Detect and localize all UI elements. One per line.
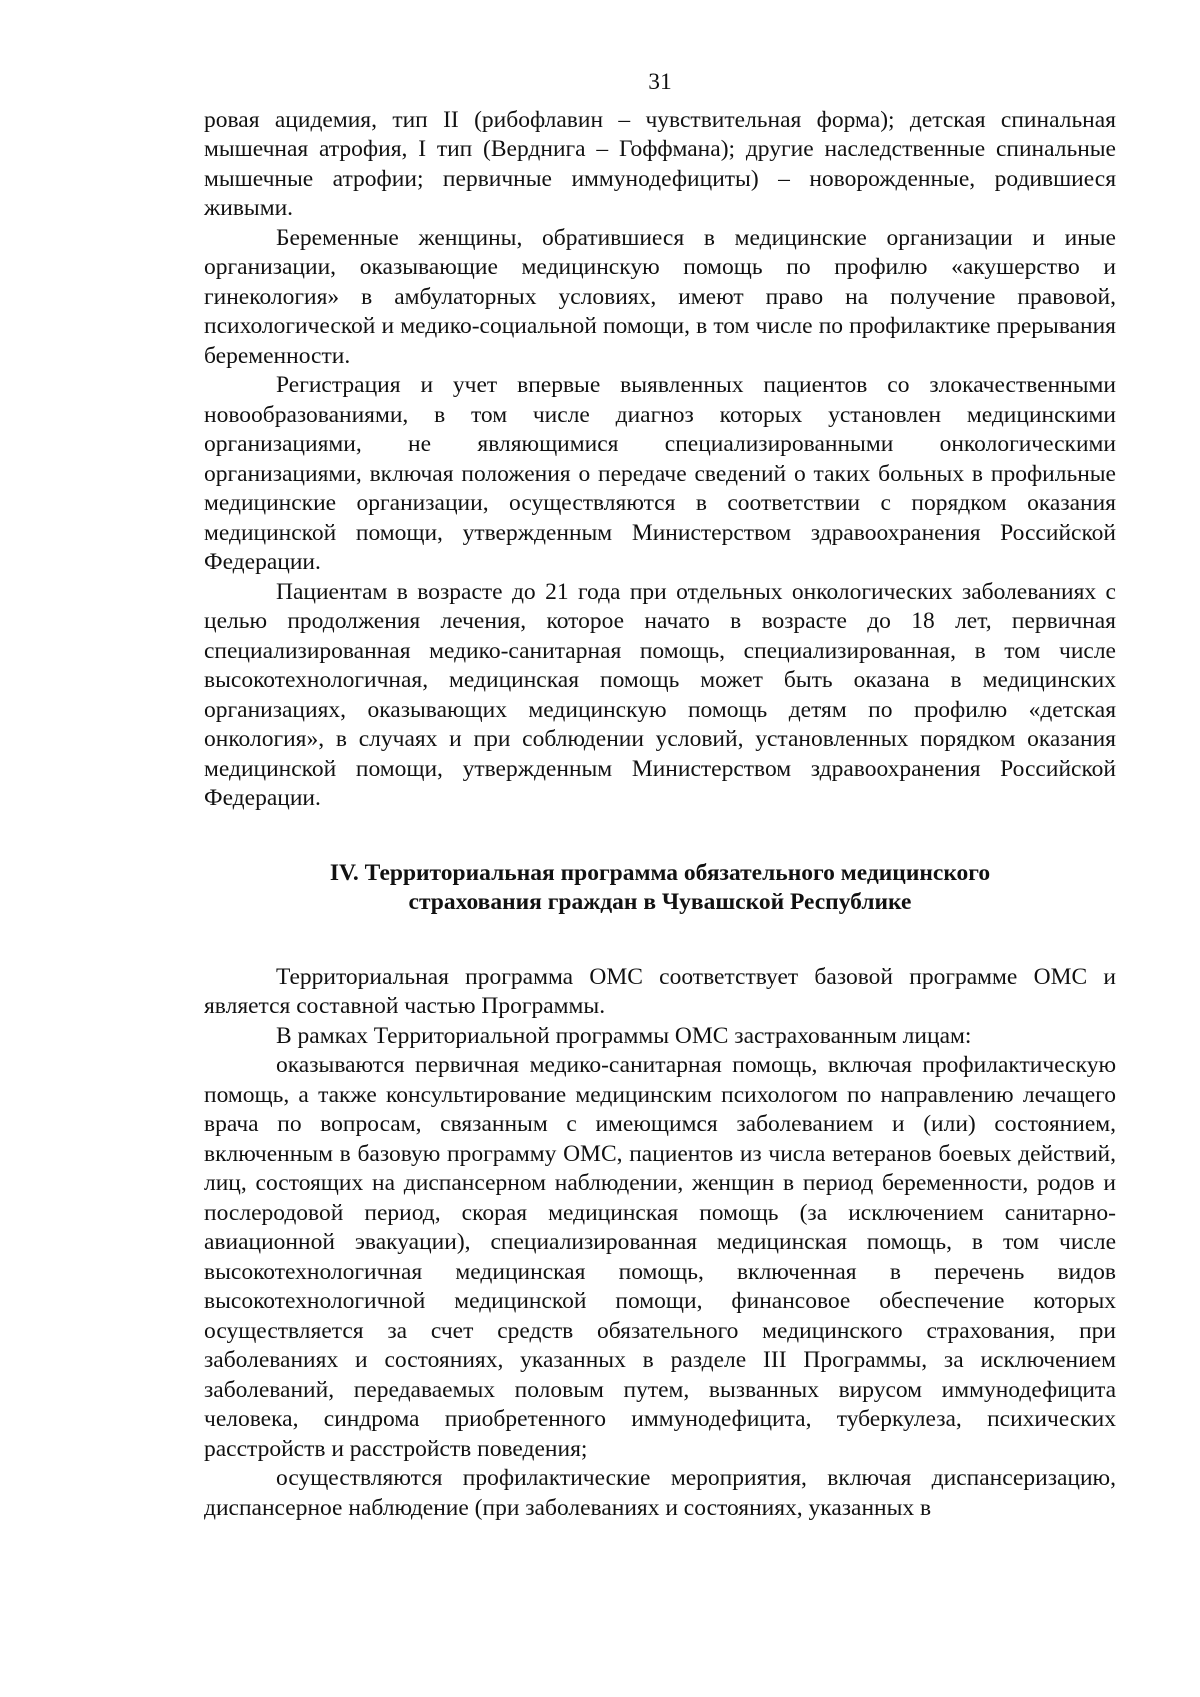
- document-page: [204, 68, 1116, 1523]
- paragraph-patients-under-21: Пациентам в возрасте до 21 года при отдельных онкологических заболеваниях с целью продолжения лечения, которое начато в возрасте до 18 лет, первичная специализированная медико-санитарная помощь, специализированная, в том числе высокотехнологичная, медицинская помощь может быть оказана в медицинских организациях, оказывающих медицинскую помощь детям по профилю «детская онкология», в случаях и при соблюдении условий, установленных порядком оказания медицинской помощи, утвержденным Министерством здравоохранения Российской Федерации.: [204, 578, 1116, 811]
- section-heading: [204, 859, 1116, 918]
- paragraph-oms-insured: В рамках Территориальной программы ОМС застрахованным лицам:: [276, 1022, 972, 1049]
- paragraph-newborn-screening: ровая ацидемия, тип II (рибофлавин – чувствительная форма); детская спинальная мышечная атрофия, I тип (Верднига – Гоффмана); другие наследственные спинальные мышечные атрофии; первичные иммунодефициты) – новорожденные, родившиеся живыми.: [204, 106, 1116, 221]
- section-heading-line-2: страхования граждан в Чувашской Республике: [408, 889, 912, 915]
- paragraph-oms-program: Территориальная программа ОМС соответствует базовой программе ОМС и является составной частью Программы.: [204, 963, 1116, 1019]
- paragraph-pregnant-women: Беременные женщины, обратившиеся в медицинские организации и иные организации, оказывающие медицинскую помощь по профилю «акушерство и гинекология» в амбулаторных условиях, имеют право на получение правовой, психологической и медико-социальной помощи, в том числе по профилактике прерывания беременности.: [204, 224, 1116, 369]
- paragraph-preventive-measures: осуществляются профилактические мероприятия, включая диспансеризацию, диспансерное наблюдение (при заболеваниях и состояниях, указанных в: [204, 1465, 1116, 1521]
- paragraph-oncology-registration: Регистрация и учет впервые выявленных пациентов со злокачественными новообразованиями, в том числе диагноз которых установлен медицинскими организациями, не являющимися специализированными онкологическими организациями, включая положения о передаче сведений о таких больных в профильные медицинские организации, осуществляются в соответствии с порядком оказания медицинской помощи, утвержденным Министерством здравоохранения Российской Федерации.: [204, 372, 1116, 575]
- page-number: 31: [648, 69, 672, 95]
- paragraph-primary-care: оказываются первичная медико-санитарная помощь, включая профилактическую помощь, а также консультирование медицинским психологом по направлению лечащего врача по вопросам, связанным с имеющимся заболеванием и (или) состоянием, включенным в базовую программу ОМС, пациентов из числа ветеранов боевых действий, лиц, состоящих на диспансерном наблюдении, женщин в период беременности, родов и послеродовой период, скорая медицинская помощь (за исключением санитарно-авиационной эвакуации), специализированная медицинская помощь, в том числе высокотехнологичная медицинская помощь, включенная в перечень видов высокотехнологичной медицинской помощи, финансовое обеспечение которых осуществляется за счет средств обязательного медицинского страхования, при заболеваниях и состояниях, указанных в разделе III Программы, за исключением заболеваний, передаваемых половым путем, вызванных вирусом иммунодефицита человека, синдрома приобретенного иммунодефицита, туберкулеза, психических расстройств и расстройств поведения;: [204, 1052, 1116, 1462]
- section-heading-line-1: IV. Территориальная программа обязательного медицинского: [329, 859, 991, 886]
